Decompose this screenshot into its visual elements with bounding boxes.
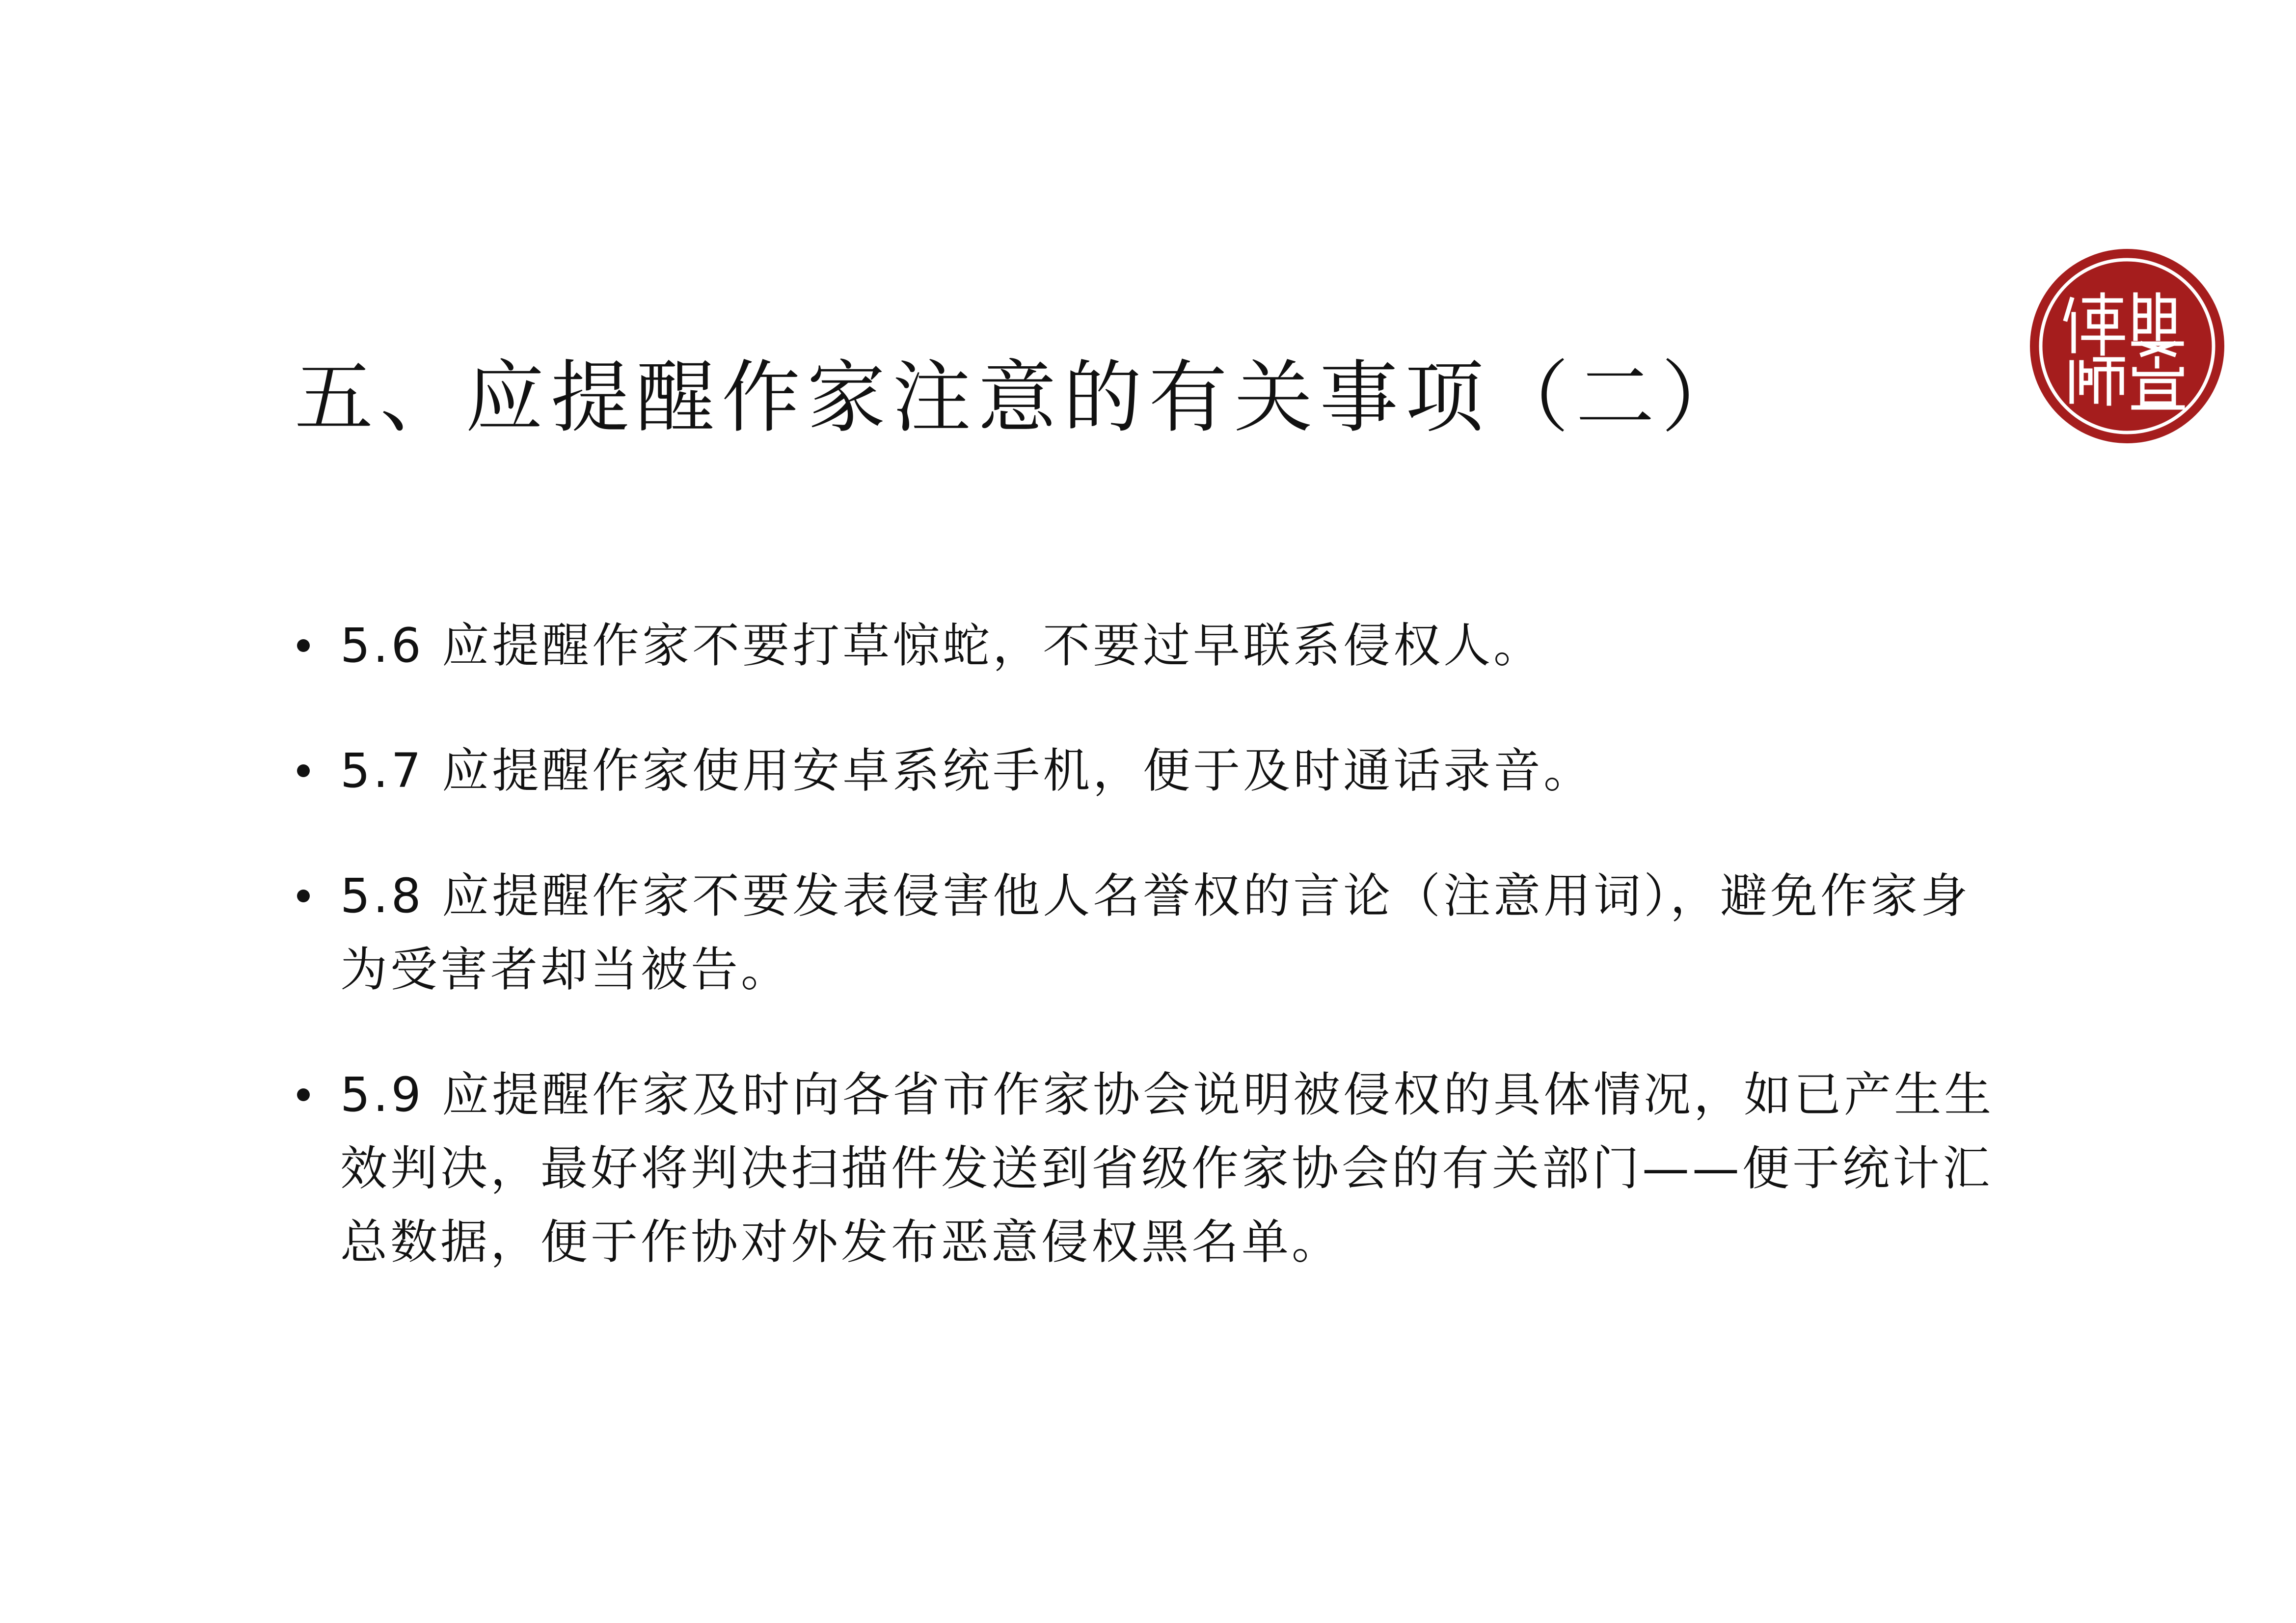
bullet-dot-icon: [297, 639, 310, 652]
bullet-dot-icon: [297, 890, 310, 902]
bullet-item-5-6: [287, 609, 2005, 682]
bullet-item-5-8: [287, 859, 2005, 1006]
bullet-text: 5.9 应提醒作家及时向各省市作家协会说明被侵权的具体情况，如已产生生效判决，最好将判决扫描件发送到省级作家协会的有关部门——便于统计汇总数据，便于作协对外发布恶意侵权黑名单。: [340, 1067, 1995, 1270]
slide-title: 五、应提醒作家注意的有关事项（二）: [295, 352, 1747, 443]
bullet-dot-icon: [297, 764, 310, 777]
bullet-text: 5.8 应提醒作家不要发表侵害他人名誉权的言论（注意用词），避免作家身为受害者却当被告。: [340, 868, 1971, 997]
lawyer-seal-logo: [2026, 245, 2228, 447]
bullet-text: 5.6 应提醒作家不要打草惊蛇，不要过早联系侵权人。: [340, 618, 1544, 673]
bullet-list: [287, 609, 2005, 1279]
bullet-item-5-7: [287, 734, 2005, 808]
bullet-text: 5.7 应提醒作家使用安卓系统手机，便于及时通话录音。: [340, 743, 1594, 798]
bullet-item-5-9: [287, 1058, 2005, 1279]
bullet-dot-icon: [297, 1088, 310, 1101]
